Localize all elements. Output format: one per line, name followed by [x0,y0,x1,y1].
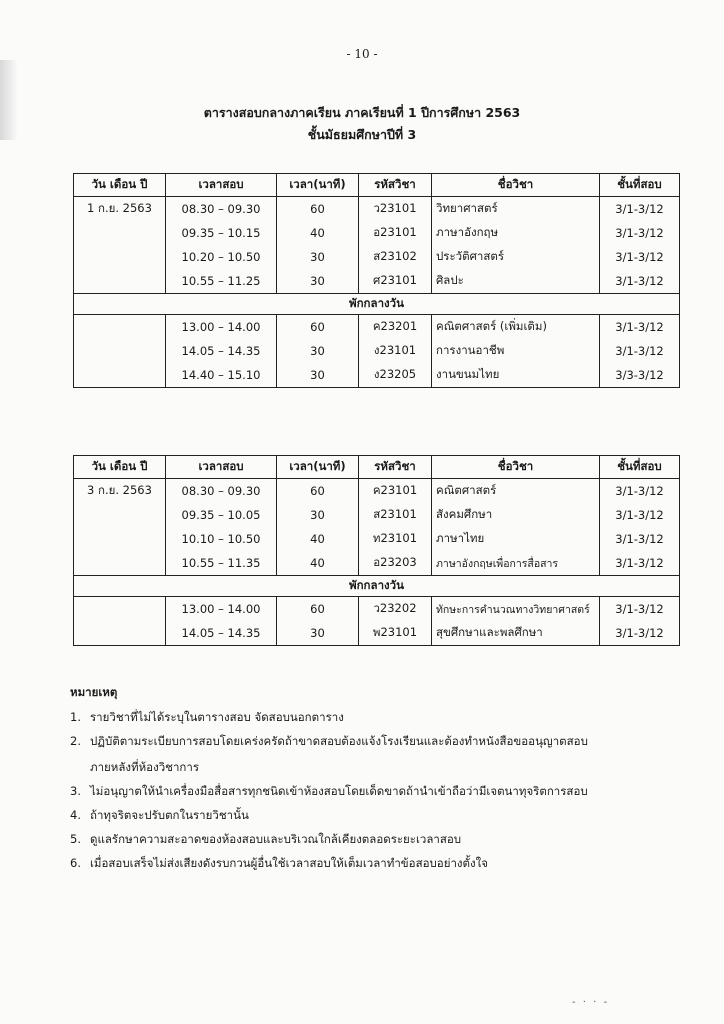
cell-duration: 40 [277,551,359,576]
cell-subject: ภาษาอังกฤษเพื่อการสื่อสาร [432,551,600,576]
cell-time: 10.55 – 11.35 [166,551,277,576]
table-row [74,363,680,388]
cell-room: 3/1-3/12 [600,621,680,646]
cell-subject: คณิตศาสตร์ (เพิ่มเติม) [432,315,600,340]
table-row [74,597,680,622]
cell-code: ท23101 [359,527,432,551]
cell-time: 10.55 – 11.25 [166,269,277,294]
cell-room: 3/3-3/12 [600,363,680,388]
note-number: 4. [70,808,81,822]
note-number: 1. [70,710,81,724]
table-row [74,527,680,551]
cell-code: ค23101 [359,479,432,504]
table-header-row [74,174,680,197]
note-item [70,734,690,774]
cell-room: 3/1-3/12 [600,597,680,622]
header-subject: ชื่อวิชา [432,456,600,479]
lunch-break-label: พักกลางวัน [74,576,680,597]
table-row [74,339,680,363]
lunch-break-row [74,576,680,597]
note-text-wrapper [90,734,690,774]
cell-subject: งานขนมไทย [432,363,600,388]
cell-duration: 30 [277,339,359,363]
cell-duration: 30 [277,245,359,269]
header-time: เวลาสอบ [166,456,277,479]
table-row [74,221,680,245]
exam-table-day1 [73,173,680,388]
table-row [74,479,680,504]
note-text: ปฏิบัติตามระเบียบการสอบโดยเคร่งครัดถ้าขาดสอบต้องแจ้งโรงเรียนและต้องทำหนังสือขออนุญาตสอบ [90,734,588,748]
note-text: ไม่อนุญาตให้นำเครื่องมือสื่อสารทุกชนิดเข้าห้องสอบโดยเด็ดขาดถ้านำเข้าถือว่ามีเจตนาทุจริตการสอบ [90,784,588,798]
note-item [70,808,690,822]
cell-duration: 40 [277,527,359,551]
cell-duration: 30 [277,363,359,388]
cell-duration: 30 [277,621,359,646]
header-subject: ชื่อวิชา [432,174,600,197]
cell-subject: ภาษาไทย [432,527,600,551]
cell-room: 3/1-3/12 [600,503,680,527]
cell-room: 3/1-3/12 [600,527,680,551]
cell-time: 14.05 – 14.35 [166,621,277,646]
cell-time: 08.30 – 09.30 [166,479,277,504]
exam-date: 1 ก.ย. 2563 [74,197,166,222]
cell-duration: 60 [277,597,359,622]
note-text: ถ้าทุจริตจะปรับตกในรายวิชานั้น [90,808,249,822]
cell-room: 3/1-3/12 [600,315,680,340]
cell-code: อ23203 [359,551,432,576]
table-row [74,551,680,576]
cell-code: ง23101 [359,339,432,363]
cell-subject: วิทยาศาสตร์ [432,197,600,222]
note-number: 2. [70,734,81,748]
cell-duration: 30 [277,503,359,527]
cell-subject: ศิลปะ [432,269,600,294]
cell-room: 3/1-3/12 [600,551,680,576]
cell-room: 3/1-3/12 [600,339,680,363]
header-time: เวลาสอบ [166,174,277,197]
page-title: ตารางสอบกลางภาคเรียน ภาคเรียนที่ 1 ปีการศึกษา 2563 [203,105,521,120]
note-number: 5. [70,832,81,846]
cell-duration: 40 [277,221,359,245]
cell-time: 14.40 – 15.10 [166,363,277,388]
header-code: รหัสวิชา [359,174,432,197]
table-header-row [74,456,680,479]
cell-time: 14.05 – 14.35 [166,339,277,363]
header-code: รหัสวิชา [359,456,432,479]
note-text: รายวิชาที่ไม่ได้ระบุในตารางสอบ จัดสอบนอกตาราง [90,710,344,724]
lunch-break-label: พักกลางวัน [74,294,680,315]
cell-subject: สุขศึกษาและพลศึกษา [432,621,600,646]
note-number: 3. [70,784,81,798]
lunch-break-row [74,294,680,315]
table-row [74,621,680,646]
cell-code: ส23102 [359,245,432,269]
cell-time: 13.00 – 14.00 [166,315,277,340]
cell-code: ค23201 [359,315,432,340]
cell-code: ส23101 [359,503,432,527]
cell-subject: ประวัติศาสตร์ [432,245,600,269]
note-item [70,832,690,846]
header-duration: เวลา(นาที) [277,456,359,479]
cell-code: ง23205 [359,363,432,388]
cell-time: 09.35 – 10.05 [166,503,277,527]
cell-subject: ทักษะการคำนวณทางวิทยาศาสตร์ [432,597,600,622]
cell-code: ว23101 [359,197,432,222]
note-text-continuation: ภายหลังที่ห้องวิชาการ [90,760,200,774]
page-number: - 10 - [346,47,378,61]
scan-artifact: - · · - [572,997,610,1008]
cell-duration: 30 [277,269,359,294]
cell-room: 3/1-3/12 [600,221,680,245]
notes-title: หมายเหตุ [70,685,118,699]
cell-code: ว23202 [359,597,432,622]
notes-section [70,684,690,880]
cell-code: ศ23101 [359,269,432,294]
cell-room: 3/1-3/12 [600,269,680,294]
table-row [74,197,680,222]
cell-room: 3/1-3/12 [600,479,680,504]
header-date: วัน เดือน ปี [74,174,166,197]
note-number: 6. [70,856,81,870]
table-row [74,315,680,340]
note-item [70,710,690,724]
header-date: วัน เดือน ปี [74,456,166,479]
header-duration: เวลา(นาที) [277,174,359,197]
header-room: ชั้นที่สอบ [600,456,680,479]
cell-subject: คณิตศาสตร์ [432,479,600,504]
note-text: เมื่อสอบเสร็จไม่ส่งเสียงดังรบกวนผู้อื่นใช้เวลาสอบให้เต็มเวลาทำข้อสอบอย่างตั้งใจ [90,856,488,870]
exam-table-day2 [73,455,680,646]
cell-room: 3/1-3/12 [600,197,680,222]
note-text: ดูแลรักษาความสะอาดของห้องสอบและบริเวณใกล้เคียงตลอดระยะเวลาสอบ [90,832,462,846]
cell-duration: 60 [277,197,359,222]
cell-time: 08.30 – 09.30 [166,197,277,222]
exam-date: 3 ก.ย. 2563 [74,479,166,504]
cell-code: พ23101 [359,621,432,646]
table-row [74,245,680,269]
cell-subject: สังคมศึกษา [432,503,600,527]
cell-time: 13.00 – 14.00 [166,597,277,622]
cell-subject: การงานอาชีพ [432,339,600,363]
cell-time: 10.20 – 10.50 [166,245,277,269]
header-room: ชั้นที่สอบ [600,174,680,197]
table-row [74,269,680,294]
cell-time: 10.10 – 10.50 [166,527,277,551]
cell-duration: 60 [277,479,359,504]
cell-code: อ23101 [359,221,432,245]
cell-duration: 60 [277,315,359,340]
note-item [70,856,690,870]
page-subtitle: ชั้นมัธยมศึกษาปีที่ 3 [307,127,417,142]
note-item [70,784,690,798]
cell-time: 09.35 – 10.15 [166,221,277,245]
table-row [74,503,680,527]
cell-subject: ภาษาอังกฤษ [432,221,600,245]
cell-room: 3/1-3/12 [600,245,680,269]
